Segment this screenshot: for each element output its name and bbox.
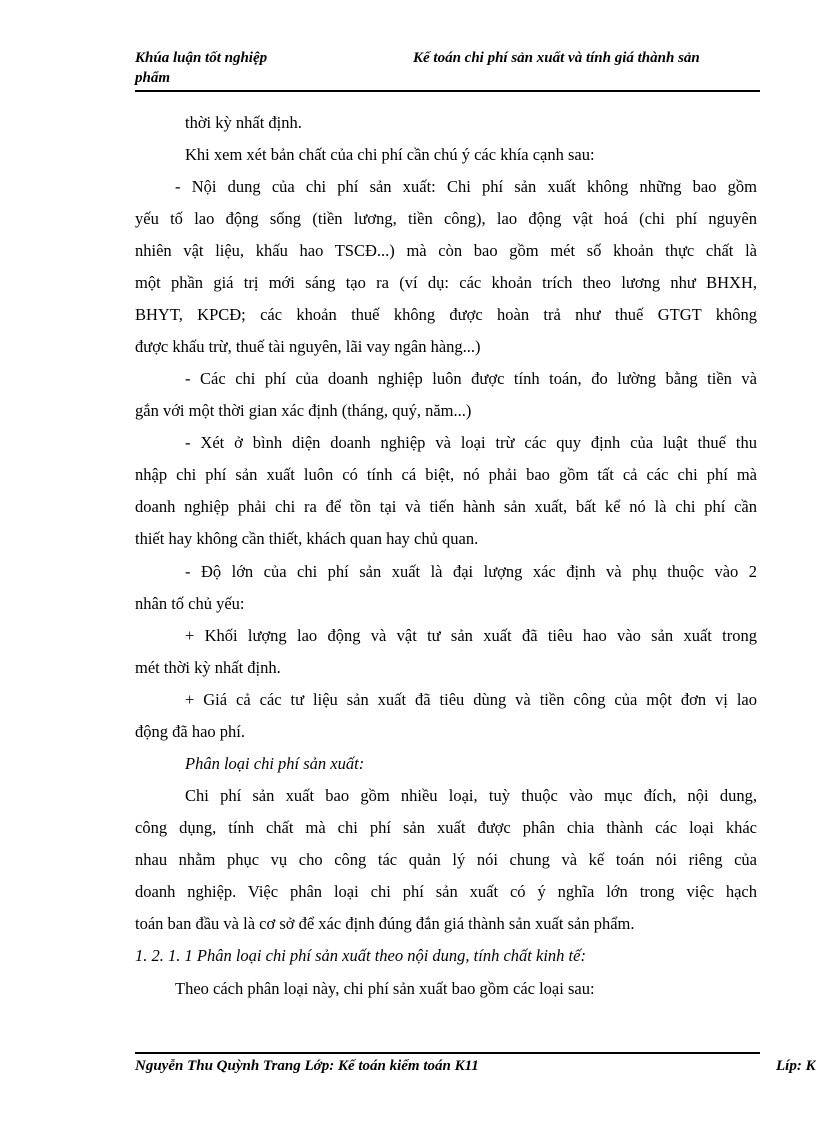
body-line: thiết hay không cần thiết, khách quan hay chủ quan.	[135, 529, 479, 548]
body-line: Theo cách phân loại này, chi phí sản xuất bao gồm các loại sau:	[175, 979, 595, 998]
body-line: toán ban đầu và là cơ sở để xác định đúng đắn giá thành sản xuất sản phẩm.	[135, 914, 635, 933]
body-line: Khi xem xét bản chất của chi phí cần chú ý các khía cạnh sau:	[185, 145, 595, 164]
body-line: Chi phí sản xuất bao gồm nhiều loại, tuỳ thuộc vào mục đích, nội dung,	[185, 786, 757, 805]
body-line: - Xét ở bình diện doanh nghiệp và loại trừ các quy định của luật thuế thu	[185, 433, 757, 452]
body-line: công dụng, tính chất mà chi phí sản xuất được phân chia thành các loại khác	[135, 818, 757, 837]
body-line: - Các chi phí của doanh nghiệp luôn được tính toán, đo lường bằng tiền và	[185, 369, 757, 388]
body-line: nhập chi phí sản xuất luôn có tính cá biệt, nó phải bao gồm tất cả các chi phí mà	[135, 465, 757, 484]
body-line: nhiên vật liệu, khấu hao TSCĐ...) mà còn bao gồm mét số khoản thực chất là	[135, 241, 757, 260]
body-line: gắn với một thời gian xác định (tháng, quý, năm...)	[135, 401, 472, 420]
footer-rule	[135, 1052, 760, 1054]
header-title-right: Kế toán chi phí sản xuất và tính giá thành sản	[413, 50, 700, 66]
footer-author-class: Nguyễn Thu Quỳnh Trang Lớp: Kế toán kiểm toán K11	[135, 1058, 479, 1074]
body-line: được khấu trừ, thuế tài nguyên, lãi vay ngân hàng...)	[135, 337, 481, 356]
body-line: - Nội dung của chi phí sản xuất: Chi phí sản xuất không những bao gồm	[175, 177, 757, 196]
body-line: doanh nghiệp phải chi ra để tồn tại và tiến hành sản xuất, bất kể nó là chi phí cần	[135, 497, 757, 516]
header-title-left: Khúa luận tốt nghiệp	[135, 50, 268, 66]
body-line: nhân tố chủ yếu:	[135, 594, 245, 613]
body-line: + Giá cả các tư liệu sản xuất đã tiêu dùng và tiền công của một đơn vị lao	[185, 690, 757, 709]
body-line: nhau nhằm phục vụ cho công tác quản lý nói chung và kế toán nói riêng của	[135, 850, 757, 869]
body-line: - Độ lớn của chi phí sản xuất là đại lượng xác định và phụ thuộc vào 2	[185, 562, 757, 581]
body-line: + Khối lượng lao động và vật tư sản xuất đã tiêu hao vào sản xuất trong	[185, 626, 757, 645]
header-title-left-continued: phẩm	[135, 70, 171, 86]
body-line: thời kỳ nhất định.	[185, 113, 302, 132]
body-line: một phần giá trị mới sáng tạo ra (ví dụ: các khoản trích theo lương như BHXH,	[135, 273, 757, 292]
footer-class-label: Líp: K	[776, 1058, 816, 1074]
body-line: BHYT, KPCĐ; các khoản thuế không được hoàn trả như thuế GTGT không	[135, 305, 757, 324]
header-rule	[135, 90, 760, 92]
body-line: doanh nghiệp. Việc phân loại chi phí sản xuất có ý nghĩa lớn trong việc hạch	[135, 882, 757, 901]
section-heading: 1. 2. 1. 1 Phân loại chi phí sản xuất theo nội dung, tính chất kinh tế:	[135, 946, 586, 965]
body-line: động đã hao phí.	[135, 722, 245, 741]
section-subheading: Phân loại chi phí sản xuất:	[185, 754, 365, 773]
body-line: mét thời kỳ nhất định.	[135, 658, 281, 677]
body-line: yếu tố lao động sống (tiền lương, tiền công), lao động vật hoá (chi phí nguyên	[135, 209, 757, 228]
